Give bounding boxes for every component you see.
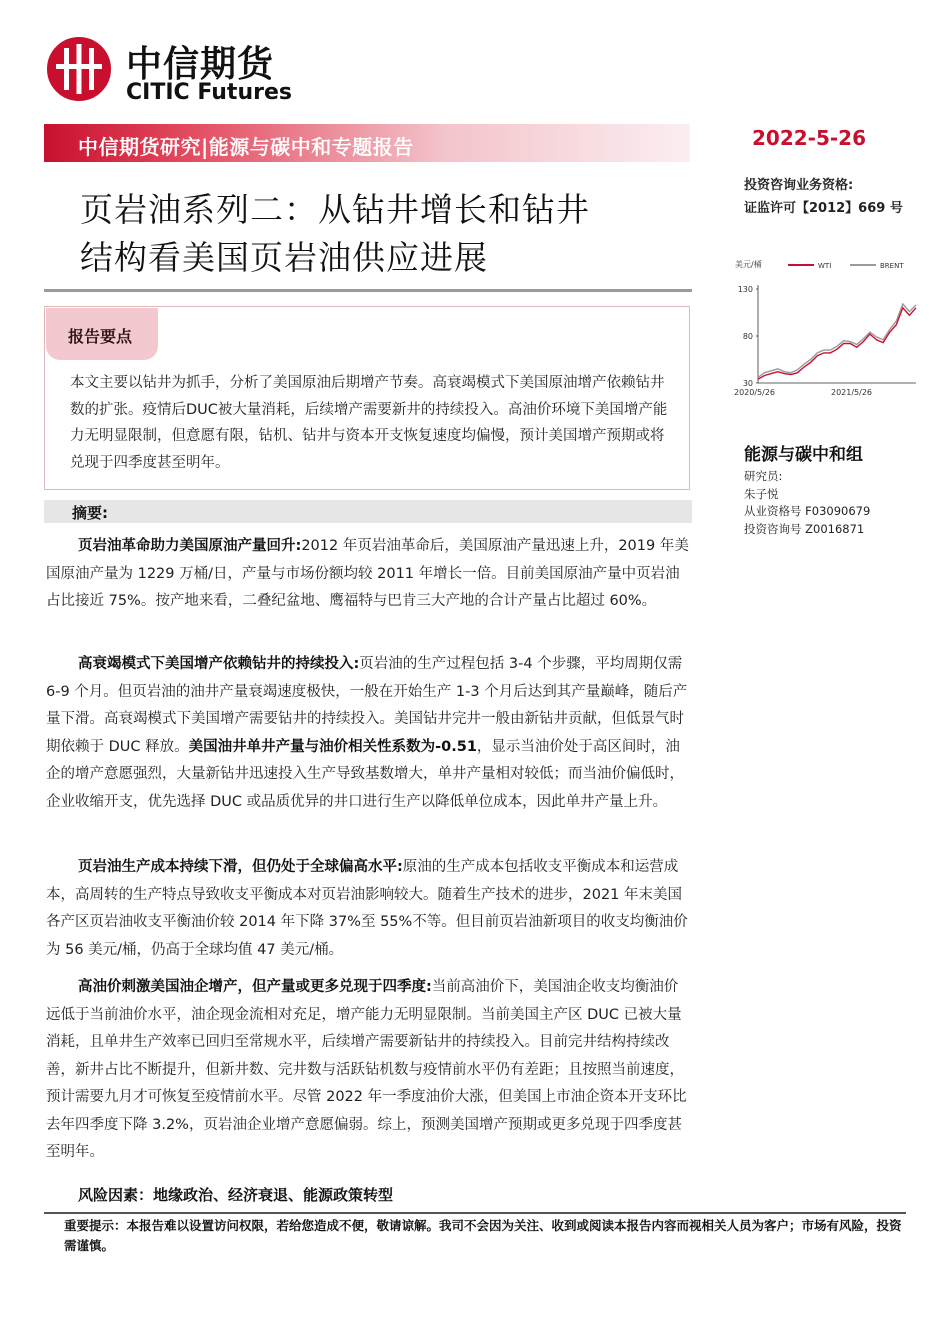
report-title	[80, 186, 690, 282]
x-tick-label: 2021/5/26	[831, 388, 873, 397]
title-line-2: 结构看美国页岩油供应进展	[80, 238, 488, 277]
footer-divider	[44, 1212, 906, 1214]
legend-label: BRENT	[880, 262, 904, 270]
summary-label: 摘要:	[72, 504, 108, 522]
key-points-text: 本文主要以钻井为抓手，分析了美国原油后期增产节奏。高衰竭模式下美国原油增产依赖钻井数的扩张。疫情后DUC被大量消耗，后续增产需要新井的持续投入。高油价环境下美国增产能力无明显限制，但意愿有限，钻机、钻井与资本开支恢复速度均偏慢，预计美国增产预期或将兑现于四季度甚至明年。	[70, 375, 668, 471]
key-points-label: 报告要点	[68, 327, 133, 346]
team-info	[744, 468, 870, 538]
paragraph-body: 原油的生产成本包括收支平衡成本和运营成本，高周转的生产特点导致收支平衡成本对页岩油影响较大。随着生产技术的进步，2021 年末美国各产区页岩油收支平衡油价较 2014 年下降 37%至 55%不等。但目前页岩油新项目的收支均衡油价为 56 美元/桶，仍高于全球均值 47 美元/桶。	[46, 859, 688, 958]
paragraph-body: 2012 年页岩油革命后，美国原油产量迅速上升，2019 年美国原油产量为 1229 万桶/日，产量与市场份额均较 2011 年增长一倍。目前美国原油产量中页岩油占比接近 75%。按产地来看，二叠纪盆地、鹰福特与巴肯三大产地的合计产量占比超过 60%。	[46, 538, 689, 609]
summary-paragraph-2	[46, 651, 690, 816]
qualification-label: 投资咨询业务资格:	[744, 178, 854, 193]
brand-name-cn: 中信期货	[126, 44, 275, 85]
qualification-block	[744, 174, 903, 220]
paragraph-heading: 高油价刺激美国油企增产，但产量或更多兑现于四季度:	[78, 979, 432, 995]
researcher-role: 研究员:	[744, 469, 783, 483]
chart-unit-label: 美元/桶	[735, 260, 762, 269]
legend-label: WTI	[818, 262, 832, 270]
paragraph-highlight: 美国油井单井产量与油价相关性系数为-0.51	[188, 738, 477, 755]
paragraph-heading: 页岩油生产成本持续下滑，但仍处于全球偏高水平:	[78, 859, 403, 875]
paragraph-heading: 页岩油革命助力美国原油产量回升:	[78, 538, 302, 554]
report-date: 2022-5-26	[752, 126, 867, 150]
y-tick-label: 80	[742, 332, 753, 341]
summary-paragraph-1	[46, 533, 690, 616]
risk-factors: 风险因素：地缘政治、经济衰退、能源政策转型	[78, 1186, 394, 1204]
title-divider	[44, 289, 692, 292]
team-title: 能源与碳中和组	[744, 445, 863, 465]
series-line-brent	[758, 304, 916, 377]
x-tick-label: 2020/5/26	[734, 388, 776, 397]
researcher-license-1: 从业资格号 F03090679	[744, 504, 871, 518]
paragraph-heading: 高衰竭模式下美国增产依赖钻井的持续投入:	[78, 656, 360, 672]
summary-header-bar	[44, 500, 692, 523]
y-tick-label: 130	[737, 285, 753, 294]
citic-logo-icon	[44, 34, 114, 104]
paragraph-body: 页岩油的生产过程包括 3-4 个步骤，平均周期仅需 6-9 个月。但页岩油的油井产量衰竭速度极快，一般在开始生产 1-3 个月后达到其产量巅峰，随后产量下滑。高衰竭模式下美国增产需要钻井的持续投入。美国钻井完井一般由新钻井贡献，但低景气时期依赖于 DUC 释放。	[46, 656, 688, 755]
paragraph-body: 当前高油价下，美国油企收支均衡油价远低于当前油价水平，油企现金流相对充足，增产能力无明显限制。当前美国主产区 DUC 已被大量消耗，且单井生产效率已回归至常规水平，后续增产需要新钻井的持续投入。目前完井结构持续改善，新井占比不断提升，但新井数、完井数与活跃钻机数与疫情前水平仍有差距；且按照当前速度，预计需要九月才可恢复至疫情前水平。尽管 2022 年一季度油价大涨，但美国上市油企资本开支环比去年四季度下降 3.2%，页岩油企业增产意愿偏弱。综上，预测美国增产预期或更多兑现于四季度甚至明年。	[46, 979, 687, 1160]
qualification-license: 证监许可【2012】669 号	[744, 201, 903, 216]
summary-paragraph-4	[46, 974, 690, 1167]
summary-paragraph-3	[46, 854, 690, 964]
series-label: 中信期货研究|能源与碳中和专题报告	[78, 135, 414, 159]
oil-price-chart	[730, 255, 920, 405]
researcher-license-2: 投资咨询号 Z0016871	[744, 521, 865, 536]
important-notice: 重要提示：本报告难以设置访问权限，若给您造成不便，敬请谅解。我司不会因为关注、收到或阅读本报告内容而视相关人员为客户；市场有风险，投资需谨慎。	[64, 1218, 902, 1253]
researcher-name: 朱子悦	[744, 486, 779, 501]
series-line-wti	[758, 308, 916, 379]
paragraph-body: ，显示当油价处于高区间时，油企的增产意愿强烈，大量新钻井迅速投入生产导致基数增大，单井产量相对较低；而当油价偏低时，企业收缩开支，优先选择 DUC 或品质优异的井口进行生产以降低单位成本，因此单井产量上升。	[46, 738, 684, 810]
title-line-1: 页岩油系列二：从钻井增长和钻井	[80, 190, 590, 229]
y-tick-label: 30	[742, 379, 753, 388]
brand-name-en: CITIC Futures	[126, 80, 292, 105]
